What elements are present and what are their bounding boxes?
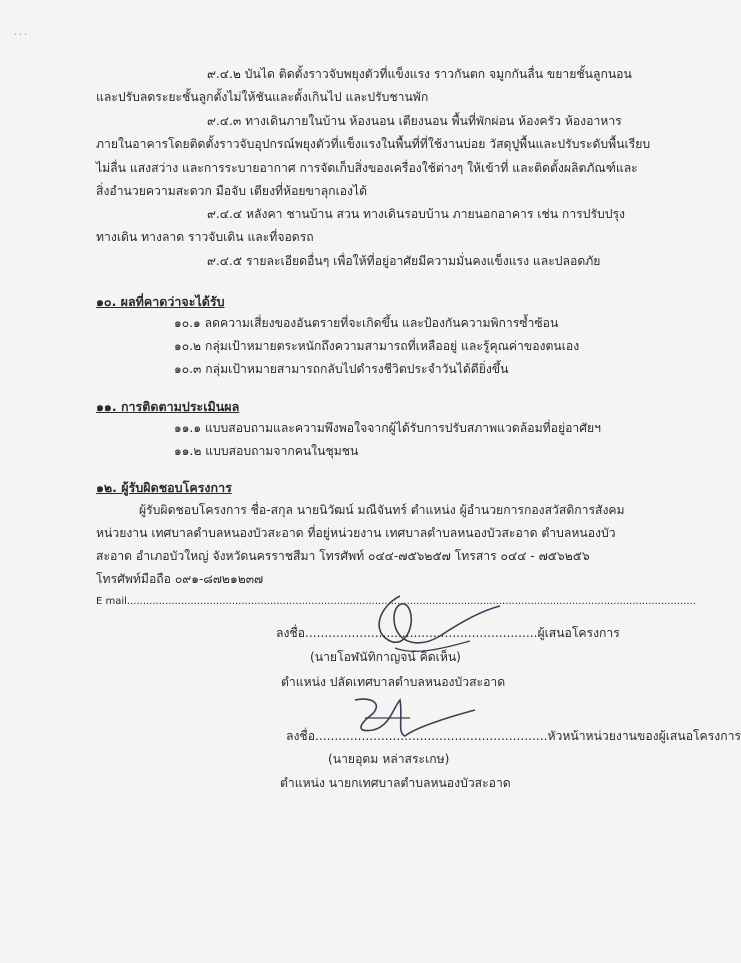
signature-1-position: ตำแหน่ง ปลัดเทศบาลตำบลหนองบัวสะอาด xyxy=(281,675,506,689)
signature-1-sign-line: ลงชื่อ............................................................ผู้เสนอโครงการ xyxy=(276,626,620,640)
signature-1-name: (นายโอฬนัทิกาญจน์ คิดเห็น) xyxy=(310,650,461,664)
item-9-4-3-line-4: สิ่งอำนวยความสะดวก มือจับ เตียงที่ห้อยขาลุกเองได้ xyxy=(96,184,368,198)
scan-marks: · · · xyxy=(14,30,27,39)
item-11-2: ๑๑.๒ แบบสอบถามจากคนในชุมชน xyxy=(174,444,359,458)
responsible-line-2: หน่วยงาน เทศบาลตำบลหนองบัวสะอาด ที่อยู่หน่วยงาน เทศบาลตำบลหนองบัวสะอาด ตำบลหนองบัว xyxy=(96,526,616,540)
item-10-1: ๑๐.๑ ลดความเสี่ยงของอันตรายที่จะเกิดขึ้น และป้องกันความพิการซ้ำซ้อน xyxy=(174,316,559,330)
section-10-heading: ๑๐. ผลที่คาดว่าจะได้รับ xyxy=(96,294,225,309)
signature-2-name: (นายอุดม หล่าสระเกษ) xyxy=(328,752,450,766)
responsible-line-1: ผู้รับผิดชอบโครงการ ชื่อ-สกุล นายนิวัฒน์ มณีจันทร์ ตำแหน่ง ผู้อำนวยการกองสวัสดิการสังคม xyxy=(139,503,625,517)
item-9-4-4-line-1: ๙.๔.๔ หลังคา ชานบ้าน สวน ทางเดินรอบบ้าน ภายนอกอาคาร เช่น การปรับปรุง xyxy=(207,207,625,221)
responsible-email: E mail................................................................................................................................................................................... xyxy=(96,596,696,607)
item-10-2: ๑๐.๒ กลุ่มเป้าหมายตระหนักถึงความสามารถที่เหลืออยู่ และรู้คุณค่าของตนเอง xyxy=(174,339,580,353)
item-9-4-4-line-2: ทางเดิน ทางลาด ราวจับเดิน และที่จอดรถ xyxy=(96,230,314,244)
item-10-3: ๑๐.๓ กลุ่มเป้าหมายสามารถกลับไปดำรงชีวิตประจำวันได้ดียิ่งขึ้น xyxy=(174,362,509,376)
responsible-mobile: โทรศัพท์มือถือ ๐๙๑-๘๗๒๑๒๓๗ xyxy=(96,572,264,586)
section-12-heading: ๑๒. ผู้รับผิดชอบโครงการ xyxy=(96,480,232,495)
signature-2-position: ตำแหน่ง นายกเทศบาลตำบลหนองบัวสะอาด xyxy=(280,776,511,790)
item-9-4-2-line-2: และปรับลดระยะชั้นลูกตั้งไม่ให้ชันและตั้งเกินไป และปรับชานพัก xyxy=(96,90,429,104)
signature-2-sign-line: ลงชื่อ............................................................หัวหน้าหน่วยงานของผู้เสนอโครงการ xyxy=(286,729,741,743)
item-9-4-2-line-1: ๙.๔.๒ บันได ติดตั้งราวจับพยุงตัวที่แข็งแรง ราวกันตก จมูกกันลื่น ขยายชั้นลูกนอน xyxy=(207,67,632,81)
item-11-1: ๑๑.๑ แบบสอบถามและความพึงพอใจจากผู้ได้รับการปรับสภาพแวดล้อมที่อยู่อาศัยฯ xyxy=(174,421,601,435)
item-9-4-3-line-3: ไม่ลื่น แสงสว่าง และการระบายอากาศ การจัดเก็บสิ่งของเครื่องใช้ต่างๆ ให้เข้าที่ และติดตั้งผลิตภัณฑ์และ xyxy=(96,161,638,175)
item-9-4-3-line-1: ๙.๔.๓ ทางเดินภายในบ้าน ห้องนอน เตียงนอน พื้นที่พักผ่อน ห้องครัว ห้องอาหาร xyxy=(207,114,622,128)
item-9-4-3-line-2: ภายในอาคารโดยติดตั้งราวจับอุปกรณ์พยุงตัวที่แข็งแรงในพื้นที่ที่ใช้งานบ่อย วัสดุปูพื้นและปรับระดับพื้นเรียบ xyxy=(96,137,651,151)
item-9-4-5-line-1: ๙.๔.๕ รายละเอียดอื่นๆ เพื่อให้ที่อยู่อาศัยมีความมั่นคงแข็งแรง และปลอดภัย xyxy=(207,254,601,268)
section-11-heading: ๑๑. การติดตามประเมินผล xyxy=(96,399,240,414)
responsible-line-3: สะอาด อำเภอบัวใหญ่ จังหวัดนครราชสีมา โทรศัพท์ ๐๔๔-๗๕๖๒๕๗ โทรสาร ๐๔๔ - ๗๕๖๒๕๖ xyxy=(96,549,590,563)
